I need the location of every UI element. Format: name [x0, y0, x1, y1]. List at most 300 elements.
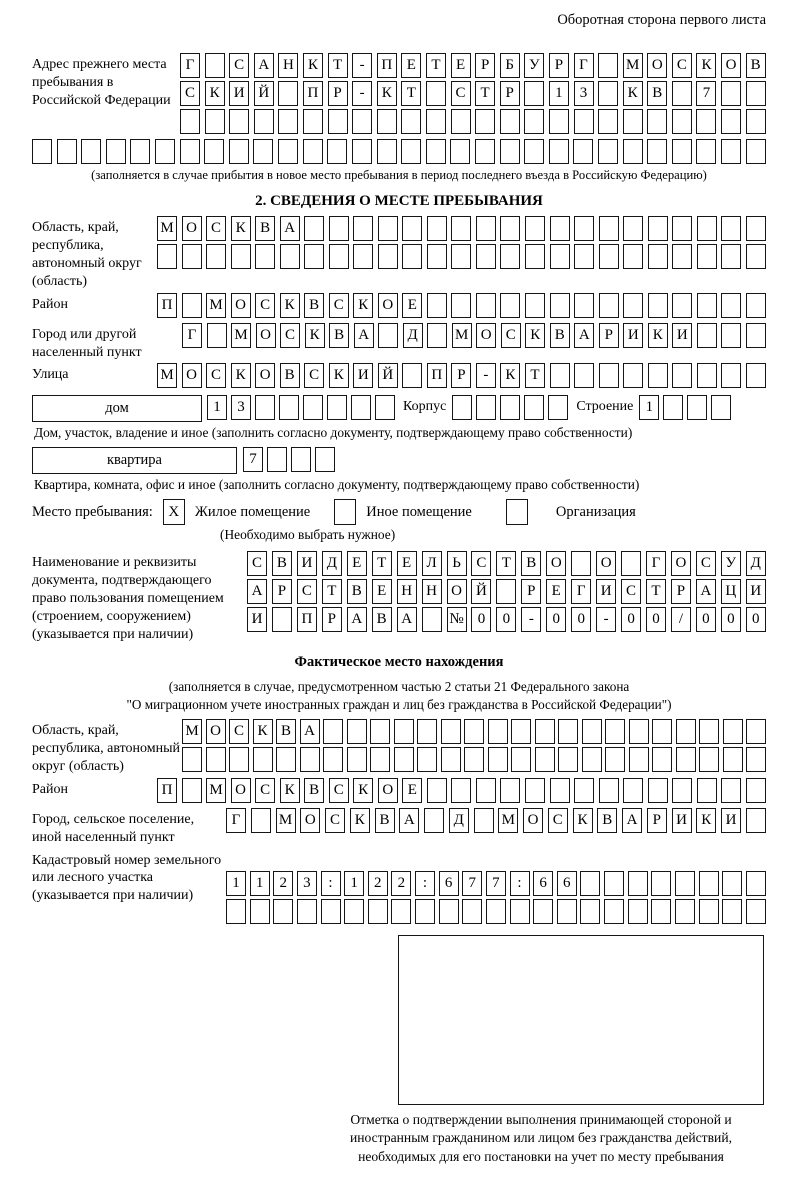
char-cell[interactable]	[279, 395, 299, 420]
char-cell[interactable]: Й	[254, 81, 274, 106]
char-cell[interactable]: К	[305, 323, 325, 348]
char-cell[interactable]	[486, 899, 506, 924]
char-cell[interactable]	[672, 244, 692, 269]
char-cell[interactable]: С	[672, 53, 692, 78]
char-cell[interactable]	[524, 109, 544, 134]
char-cell[interactable]	[696, 139, 716, 164]
city-row[interactable]	[182, 323, 766, 348]
char-cell[interactable]	[548, 395, 568, 420]
char-cell[interactable]: В	[372, 607, 392, 632]
char-cell[interactable]: А	[254, 53, 274, 78]
char-cell[interactable]	[304, 244, 324, 269]
char-cell[interactable]	[352, 139, 372, 164]
char-cell[interactable]: С	[471, 551, 491, 576]
char-cell[interactable]	[623, 293, 643, 318]
char-cell[interactable]	[378, 323, 398, 348]
char-cell[interactable]: К	[231, 216, 251, 241]
char-cell[interactable]	[697, 363, 717, 388]
char-cell[interactable]	[525, 293, 545, 318]
char-cell[interactable]: О	[378, 778, 398, 803]
char-cell[interactable]	[580, 871, 600, 896]
char-cell[interactable]: П	[303, 81, 323, 106]
char-cell[interactable]	[675, 899, 695, 924]
char-cell[interactable]: А	[247, 579, 267, 604]
char-cell[interactable]: С	[696, 551, 716, 576]
char-cell[interactable]	[623, 244, 643, 269]
char-cell[interactable]	[648, 244, 668, 269]
char-cell[interactable]: П	[297, 607, 317, 632]
char-cell[interactable]: А	[347, 607, 367, 632]
char-cell[interactable]	[511, 719, 531, 744]
char-cell[interactable]	[550, 293, 570, 318]
char-cell[interactable]	[623, 139, 643, 164]
char-cell[interactable]: :	[321, 871, 341, 896]
char-cell[interactable]: А	[696, 579, 716, 604]
char-cell[interactable]: С	[247, 551, 267, 576]
char-cell[interactable]: Т	[475, 81, 495, 106]
char-cell[interactable]: Т	[322, 579, 342, 604]
char-cell[interactable]: Г	[182, 323, 202, 348]
char-cell[interactable]	[574, 109, 594, 134]
char-cell[interactable]: -	[352, 81, 372, 106]
char-cell[interactable]: П	[157, 778, 177, 803]
char-cell[interactable]	[476, 778, 496, 803]
char-cell[interactable]: Е	[401, 53, 421, 78]
char-cell[interactable]	[629, 719, 649, 744]
char-cell[interactable]: К	[205, 81, 225, 106]
char-cell[interactable]: С	[621, 579, 641, 604]
char-cell[interactable]	[402, 216, 422, 241]
district-row[interactable]	[157, 293, 766, 318]
char-cell[interactable]	[496, 579, 516, 604]
char-cell[interactable]	[182, 747, 202, 772]
char-cell[interactable]	[303, 395, 323, 420]
char-cell[interactable]	[672, 216, 692, 241]
char-cell[interactable]	[573, 139, 593, 164]
char-cell[interactable]	[441, 719, 461, 744]
char-cell[interactable]	[557, 899, 577, 924]
char-cell[interactable]	[347, 747, 367, 772]
char-cell[interactable]: И	[596, 579, 616, 604]
char-cell[interactable]: 2	[273, 871, 293, 896]
char-cell[interactable]	[574, 216, 594, 241]
char-cell[interactable]: О	[182, 363, 202, 388]
char-cell[interactable]: 1	[639, 395, 659, 420]
char-cell[interactable]	[510, 899, 530, 924]
char-cell[interactable]: Л	[422, 551, 442, 576]
char-cell[interactable]: Е	[347, 551, 367, 576]
char-cell[interactable]	[476, 395, 496, 420]
char-cell[interactable]: Й	[378, 363, 398, 388]
char-cell[interactable]	[723, 719, 743, 744]
char-cell[interactable]: О	[231, 778, 251, 803]
char-cell[interactable]	[323, 747, 343, 772]
char-cell[interactable]: М	[206, 293, 226, 318]
char-cell[interactable]: К	[525, 323, 545, 348]
char-cell[interactable]	[353, 244, 373, 269]
char-cell[interactable]: В	[521, 551, 541, 576]
char-cell[interactable]	[746, 747, 766, 772]
char-cell[interactable]: А	[280, 216, 300, 241]
char-cell[interactable]	[721, 323, 741, 348]
char-cell[interactable]: И	[229, 81, 249, 106]
char-cell[interactable]	[422, 607, 442, 632]
char-cell[interactable]: 3	[231, 395, 251, 420]
char-cell[interactable]: К	[280, 293, 300, 318]
char-cell[interactable]	[672, 293, 692, 318]
char-cell[interactable]	[464, 747, 484, 772]
char-cell[interactable]	[746, 139, 766, 164]
char-cell[interactable]	[451, 109, 471, 134]
char-cell[interactable]	[605, 747, 625, 772]
char-cell[interactable]	[272, 607, 292, 632]
char-cell[interactable]	[723, 747, 743, 772]
char-cell[interactable]: 0	[721, 607, 741, 632]
char-cell[interactable]	[623, 216, 643, 241]
char-cell[interactable]	[394, 747, 414, 772]
char-cell[interactable]: С	[325, 808, 345, 833]
char-cell[interactable]: Р	[671, 579, 691, 604]
char-cell[interactable]	[254, 109, 274, 134]
char-cell[interactable]: 7	[486, 871, 506, 896]
char-cell[interactable]	[451, 778, 471, 803]
char-cell[interactable]: С	[297, 579, 317, 604]
char-cell[interactable]: Г	[571, 579, 591, 604]
char-cell[interactable]	[328, 109, 348, 134]
char-cell[interactable]	[598, 109, 618, 134]
char-cell[interactable]	[699, 747, 719, 772]
char-cell[interactable]	[721, 139, 741, 164]
char-cell[interactable]: Е	[397, 551, 417, 576]
char-cell[interactable]	[427, 323, 447, 348]
char-cell[interactable]: О	[182, 216, 202, 241]
char-cell[interactable]: Р	[272, 579, 292, 604]
char-cell[interactable]	[604, 899, 624, 924]
char-cell[interactable]	[525, 244, 545, 269]
char-cell[interactable]: И	[672, 323, 692, 348]
char-cell[interactable]: В	[329, 323, 349, 348]
char-cell[interactable]	[500, 778, 520, 803]
char-cell[interactable]: С	[255, 293, 275, 318]
char-cell[interactable]: 6	[533, 871, 553, 896]
house-type-box[interactable]: дом	[32, 395, 202, 422]
char-cell[interactable]	[391, 899, 411, 924]
char-cell[interactable]: В	[276, 719, 296, 744]
street-row[interactable]	[157, 363, 766, 388]
region-row-1[interactable]	[157, 216, 766, 241]
char-cell[interactable]: Е	[402, 293, 422, 318]
char-cell[interactable]: В	[550, 323, 570, 348]
char-cell[interactable]: 0	[746, 607, 766, 632]
char-cell[interactable]: К	[696, 808, 716, 833]
char-cell[interactable]: 0	[621, 607, 641, 632]
char-cell[interactable]	[450, 139, 470, 164]
char-cell[interactable]: Й	[471, 579, 491, 604]
char-cell[interactable]: И	[353, 363, 373, 388]
char-cell[interactable]: О	[231, 293, 251, 318]
prev-address-row-3[interactable]	[180, 109, 766, 134]
char-cell[interactable]	[206, 747, 226, 772]
stroenie-cells[interactable]	[639, 395, 731, 420]
char-cell[interactable]	[415, 899, 435, 924]
char-cell[interactable]: 7	[696, 81, 716, 106]
char-cell[interactable]: Р	[322, 607, 342, 632]
char-cell[interactable]: В	[597, 808, 617, 833]
char-cell[interactable]: К	[377, 81, 397, 106]
char-cell[interactable]	[696, 109, 716, 134]
char-cell[interactable]	[697, 216, 717, 241]
char-cell[interactable]: -	[352, 53, 372, 78]
char-cell[interactable]	[250, 899, 270, 924]
char-cell[interactable]	[370, 747, 390, 772]
char-cell[interactable]: И	[672, 808, 692, 833]
char-cell[interactable]: X	[168, 503, 180, 520]
char-cell[interactable]: О	[721, 53, 741, 78]
char-cell[interactable]: О	[255, 363, 275, 388]
char-cell[interactable]	[500, 139, 520, 164]
char-cell[interactable]	[500, 109, 520, 134]
char-cell[interactable]	[746, 808, 766, 833]
char-cell[interactable]	[106, 139, 126, 164]
char-cell[interactable]: М	[452, 323, 472, 348]
char-cell[interactable]: К	[500, 363, 520, 388]
char-cell[interactable]	[255, 395, 275, 420]
char-cell[interactable]	[251, 808, 271, 833]
char-cell[interactable]: 0	[496, 607, 516, 632]
char-cell[interactable]	[278, 109, 298, 134]
char-cell[interactable]: 1	[549, 81, 569, 106]
char-cell[interactable]: К	[353, 778, 373, 803]
char-cell[interactable]	[746, 323, 766, 348]
char-cell[interactable]	[323, 719, 343, 744]
char-cell[interactable]: Д	[403, 323, 423, 348]
char-cell[interactable]	[599, 293, 619, 318]
char-cell[interactable]	[427, 216, 447, 241]
prev-address-row-2[interactable]	[180, 81, 766, 106]
char-cell[interactable]	[580, 899, 600, 924]
region-row-2[interactable]	[157, 244, 766, 269]
actual-city-row[interactable]	[226, 808, 766, 833]
char-cell[interactable]: Е	[402, 778, 422, 803]
char-cell[interactable]: К	[353, 293, 373, 318]
char-cell[interactable]	[647, 109, 667, 134]
char-cell[interactable]: М	[276, 808, 296, 833]
char-cell[interactable]: К	[253, 719, 273, 744]
char-cell[interactable]: С	[255, 778, 275, 803]
char-cell[interactable]	[647, 139, 667, 164]
char-cell[interactable]	[746, 244, 766, 269]
char-cell[interactable]: 3	[574, 81, 594, 106]
char-cell[interactable]: Г	[180, 53, 200, 78]
char-cell[interactable]	[628, 871, 648, 896]
char-cell[interactable]	[476, 293, 496, 318]
char-cell[interactable]	[721, 81, 741, 106]
char-cell[interactable]: В	[255, 216, 275, 241]
char-cell[interactable]: Р	[328, 81, 348, 106]
char-cell[interactable]: М	[182, 719, 202, 744]
char-cell[interactable]	[676, 719, 696, 744]
char-cell[interactable]	[182, 244, 202, 269]
char-cell[interactable]	[535, 719, 555, 744]
char-cell[interactable]: О	[256, 323, 276, 348]
char-cell[interactable]: 0	[571, 607, 591, 632]
char-cell[interactable]	[721, 109, 741, 134]
char-cell[interactable]	[550, 244, 570, 269]
char-cell[interactable]: 1	[250, 871, 270, 896]
char-cell[interactable]: Е	[451, 53, 471, 78]
char-cell[interactable]: А	[622, 808, 642, 833]
char-cell[interactable]: 0	[646, 607, 666, 632]
char-cell[interactable]	[417, 747, 437, 772]
char-cell[interactable]	[550, 363, 570, 388]
char-cell[interactable]	[353, 216, 373, 241]
char-cell[interactable]	[280, 244, 300, 269]
char-cell[interactable]: К	[623, 81, 643, 106]
char-cell[interactable]	[574, 293, 594, 318]
char-cell[interactable]: Т	[372, 551, 392, 576]
char-cell[interactable]: -	[476, 363, 496, 388]
char-cell[interactable]: Р	[451, 363, 471, 388]
char-cell[interactable]	[303, 139, 323, 164]
char-cell[interactable]: С	[304, 363, 324, 388]
stay-option-organization-checkbox[interactable]	[506, 499, 528, 525]
char-cell[interactable]: В	[347, 579, 367, 604]
char-cell[interactable]	[598, 53, 618, 78]
char-cell[interactable]	[648, 293, 668, 318]
char-cell[interactable]: Е	[372, 579, 392, 604]
char-cell[interactable]	[304, 216, 324, 241]
char-cell[interactable]	[699, 899, 719, 924]
char-cell[interactable]	[699, 871, 719, 896]
char-cell[interactable]	[525, 216, 545, 241]
char-cell[interactable]	[462, 899, 482, 924]
char-cell[interactable]: О	[671, 551, 691, 576]
char-cell[interactable]	[476, 216, 496, 241]
apartment-type-box[interactable]: квартира	[32, 447, 237, 474]
char-cell[interactable]: С	[180, 81, 200, 106]
char-cell[interactable]	[599, 216, 619, 241]
char-cell[interactable]	[722, 871, 742, 896]
char-cell[interactable]: Г	[226, 808, 246, 833]
char-cell[interactable]	[651, 899, 671, 924]
char-cell[interactable]: Т	[426, 53, 446, 78]
char-cell[interactable]	[648, 778, 668, 803]
char-cell[interactable]	[452, 395, 472, 420]
char-cell[interactable]: А	[399, 808, 419, 833]
char-cell[interactable]	[500, 293, 520, 318]
char-cell[interactable]: К	[648, 323, 668, 348]
document-row-3[interactable]	[247, 607, 766, 632]
char-cell[interactable]	[267, 447, 287, 472]
char-cell[interactable]	[155, 139, 175, 164]
char-cell[interactable]: В	[304, 293, 324, 318]
char-cell[interactable]	[464, 719, 484, 744]
char-cell[interactable]	[623, 778, 643, 803]
char-cell[interactable]: О	[447, 579, 467, 604]
char-cell[interactable]: А	[397, 607, 417, 632]
char-cell[interactable]: М	[231, 323, 251, 348]
char-cell[interactable]	[157, 244, 177, 269]
char-cell[interactable]	[231, 244, 251, 269]
char-cell[interactable]	[721, 363, 741, 388]
char-cell[interactable]	[426, 139, 446, 164]
char-cell[interactable]	[697, 323, 717, 348]
char-cell[interactable]: К	[696, 53, 716, 78]
char-cell[interactable]: И	[623, 323, 643, 348]
char-cell[interactable]	[746, 109, 766, 134]
char-cell[interactable]	[402, 244, 422, 269]
char-cell[interactable]: №	[447, 607, 467, 632]
char-cell[interactable]: А	[354, 323, 374, 348]
char-cell[interactable]	[623, 363, 643, 388]
char-cell[interactable]: К	[231, 363, 251, 388]
char-cell[interactable]	[599, 244, 619, 269]
char-cell[interactable]: В	[746, 53, 766, 78]
char-cell[interactable]: 6	[439, 871, 459, 896]
char-cell[interactable]	[32, 139, 52, 164]
char-cell[interactable]	[255, 244, 275, 269]
char-cell[interactable]	[297, 899, 317, 924]
char-cell[interactable]	[549, 139, 569, 164]
char-cell[interactable]	[574, 363, 594, 388]
char-cell[interactable]: Т	[328, 53, 348, 78]
char-cell[interactable]: О	[647, 53, 667, 78]
char-cell[interactable]: 7	[243, 447, 263, 472]
char-cell[interactable]	[629, 747, 649, 772]
char-cell[interactable]: Т	[496, 551, 516, 576]
char-cell[interactable]: И	[721, 808, 741, 833]
char-cell[interactable]: Т	[525, 363, 545, 388]
char-cell[interactable]	[746, 778, 766, 803]
char-cell[interactable]	[721, 778, 741, 803]
char-cell[interactable]: О	[206, 719, 226, 744]
char-cell[interactable]: М	[206, 778, 226, 803]
char-cell[interactable]: 1	[344, 871, 364, 896]
char-cell[interactable]	[204, 139, 224, 164]
char-cell[interactable]: В	[304, 778, 324, 803]
char-cell[interactable]: С	[229, 53, 249, 78]
char-cell[interactable]	[451, 244, 471, 269]
char-cell[interactable]	[676, 747, 696, 772]
char-cell[interactable]: К	[350, 808, 370, 833]
char-cell[interactable]	[427, 778, 447, 803]
char-cell[interactable]: С	[548, 808, 568, 833]
char-cell[interactable]	[402, 363, 422, 388]
char-cell[interactable]: С	[329, 293, 349, 318]
char-cell[interactable]	[291, 447, 311, 472]
char-cell[interactable]	[672, 139, 692, 164]
prev-address-row-4[interactable]	[32, 139, 766, 164]
char-cell[interactable]	[574, 244, 594, 269]
char-cell[interactable]: /	[671, 607, 691, 632]
char-cell[interactable]	[500, 216, 520, 241]
char-cell[interactable]	[427, 293, 447, 318]
char-cell[interactable]: М	[157, 216, 177, 241]
char-cell[interactable]: С	[206, 216, 226, 241]
char-cell[interactable]	[746, 899, 766, 924]
char-cell[interactable]	[621, 551, 641, 576]
char-cell[interactable]	[207, 323, 227, 348]
char-cell[interactable]	[476, 244, 496, 269]
char-cell[interactable]	[582, 747, 602, 772]
char-cell[interactable]: Р	[647, 808, 667, 833]
char-cell[interactable]: Г	[574, 53, 594, 78]
char-cell[interactable]	[439, 899, 459, 924]
char-cell[interactable]	[205, 53, 225, 78]
char-cell[interactable]	[417, 719, 437, 744]
char-cell[interactable]: Р	[521, 579, 541, 604]
char-cell[interactable]: В	[375, 808, 395, 833]
